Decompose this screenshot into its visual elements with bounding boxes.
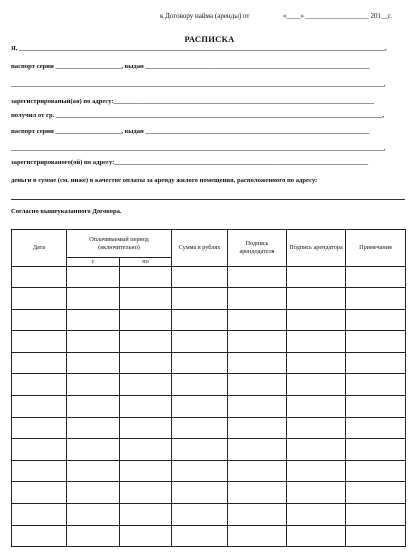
table-row [12, 482, 406, 504]
col-date-header: Дата [12, 230, 67, 267]
cell-notes [346, 288, 406, 310]
payments-table-body [12, 266, 406, 547]
cell-amount [172, 309, 228, 331]
cell-period-to [120, 309, 172, 331]
table-row [12, 352, 406, 374]
document-title: РАСПИСКА [184, 34, 235, 44]
cell-amount [172, 288, 228, 310]
cell-date [12, 504, 67, 526]
field-passport-1-cont: _________________________________________________________________________________________________________________, [11, 81, 386, 88]
col-tenant-signature-header: Подпись арендатора [287, 230, 346, 267]
cell-period-to [120, 460, 172, 482]
cell-period-from [67, 417, 120, 439]
cell-period-from [67, 352, 120, 374]
cell-date [12, 288, 67, 310]
table-row [12, 460, 406, 482]
field-registered-address-1: зарегистрированый(ая) по адресу:_______________________________________________________________________________ [11, 98, 375, 105]
cell-amount [172, 374, 228, 396]
cell-landlord-signature [228, 266, 287, 288]
field-money-purpose: деньги в сумме (см. ниже) в качестве оплаты за аренду жилого помещения, расположенного по адресу: [11, 177, 318, 184]
cell-period-to [120, 374, 172, 396]
table-row [12, 374, 406, 396]
cell-landlord-signature [228, 396, 287, 418]
cell-date [12, 266, 67, 288]
table-row [12, 417, 406, 439]
cell-period-from [67, 266, 120, 288]
cell-amount [172, 396, 228, 418]
cell-period-from [67, 331, 120, 353]
field-passport-2-cont: _________________________________________________________________________________________________________________, [11, 145, 386, 152]
cell-amount [172, 504, 228, 526]
field-passport-1: паспорт серии ____________________, выдан ____________________________________________________________________ [11, 63, 370, 70]
cell-landlord-signature [228, 460, 287, 482]
cell-notes [346, 396, 406, 418]
cell-period-to [120, 417, 172, 439]
cell-tenant-signature [287, 288, 346, 310]
cell-period-from [67, 309, 120, 331]
cell-period-from [67, 460, 120, 482]
cell-period-to [120, 439, 172, 461]
col-amount-header: Сумма в рублях [172, 230, 228, 267]
payments-table [11, 229, 406, 547]
col-period-to-header: по [120, 258, 172, 267]
cell-date [12, 482, 67, 504]
cell-tenant-signature [287, 352, 346, 374]
cell-period-from [67, 374, 120, 396]
table-row [12, 504, 406, 526]
cell-date [12, 439, 67, 461]
table-row [12, 309, 406, 331]
cell-amount [172, 460, 228, 482]
table-row [12, 331, 406, 353]
cell-period-from [67, 439, 120, 461]
cell-tenant-signature [287, 266, 346, 288]
cell-date [12, 352, 67, 374]
cell-tenant-signature [287, 482, 346, 504]
cell-period-to [120, 482, 172, 504]
table-row [12, 525, 406, 547]
cell-period-to [120, 288, 172, 310]
cell-period-from [67, 288, 120, 310]
cell-landlord-signature [228, 352, 287, 374]
cell-period-to [120, 266, 172, 288]
cell-notes [346, 482, 406, 504]
cell-tenant-signature [287, 331, 346, 353]
cell-period-to [120, 525, 172, 547]
cell-tenant-signature [287, 374, 346, 396]
cell-date [12, 309, 67, 331]
cell-notes [346, 417, 406, 439]
cell-date [12, 396, 67, 418]
cell-notes [346, 352, 406, 374]
table-row [12, 396, 406, 418]
contract-reference: к Договору найма (аренды) от [160, 12, 250, 20]
cell-date [12, 417, 67, 439]
cell-tenant-signature [287, 504, 346, 526]
cell-landlord-signature [228, 417, 287, 439]
cell-amount [172, 331, 228, 353]
cell-amount [172, 266, 228, 288]
cell-amount [172, 439, 228, 461]
field-passport-2: паспорт серии ____________________, выдан ____________________________________________________________________ [11, 128, 370, 135]
field-received-from: получил от гр. ___________________________________________________________________________________________________, [11, 112, 384, 119]
cell-period-to [120, 504, 172, 526]
cell-period-from [67, 482, 120, 504]
field-name: Я, _______________________________________________________________________________________________________________, [11, 45, 387, 52]
cell-landlord-signature [228, 309, 287, 331]
cell-landlord-signature [228, 331, 287, 353]
cell-amount [172, 417, 228, 439]
cell-amount [172, 352, 228, 374]
cell-notes [346, 309, 406, 331]
cell-period-to [120, 352, 172, 374]
cell-notes [346, 266, 406, 288]
cell-date [12, 460, 67, 482]
cell-date [12, 525, 67, 547]
cell-tenant-signature [287, 417, 346, 439]
contract-date-line: «____» __________________ 201__г. [283, 12, 392, 20]
cell-landlord-signature [228, 525, 287, 547]
col-notes-header: Примечания [346, 230, 406, 267]
cell-notes [346, 504, 406, 526]
cell-tenant-signature [287, 309, 346, 331]
field-registered-address-2: зарегистрированого(ой) по адресу:_____________________________________________________________________________ [11, 159, 369, 166]
agreement-text: Согласно вышеуказанного Договора. [11, 208, 122, 215]
cell-tenant-signature [287, 460, 346, 482]
cell-landlord-signature [228, 288, 287, 310]
cell-date [12, 374, 67, 396]
table-row [12, 288, 406, 310]
cell-landlord-signature [228, 439, 287, 461]
col-period-header: Оплачиваемый период (включительно) [67, 230, 172, 258]
cell-period-to [120, 331, 172, 353]
cell-notes [346, 374, 406, 396]
cell-tenant-signature [287, 439, 346, 461]
cell-period-from [67, 396, 120, 418]
cell-period-from [67, 525, 120, 547]
cell-landlord-signature [228, 482, 287, 504]
cell-landlord-signature [228, 504, 287, 526]
cell-amount [172, 525, 228, 547]
cell-period-from [67, 504, 120, 526]
table-row [12, 266, 406, 288]
cell-amount [172, 482, 228, 504]
cell-tenant-signature [287, 396, 346, 418]
cell-notes [346, 439, 406, 461]
col-landlord-signature-header: Подпись арендодателя [228, 230, 287, 267]
cell-date [12, 331, 67, 353]
table-row [12, 439, 406, 461]
col-period-from-header: с [67, 258, 120, 267]
cell-tenant-signature [287, 525, 346, 547]
cell-period-to [120, 396, 172, 418]
cell-landlord-signature [228, 374, 287, 396]
cell-notes [346, 525, 406, 547]
address-blank-line [11, 199, 405, 200]
cell-notes [346, 460, 406, 482]
cell-notes [346, 331, 406, 353]
